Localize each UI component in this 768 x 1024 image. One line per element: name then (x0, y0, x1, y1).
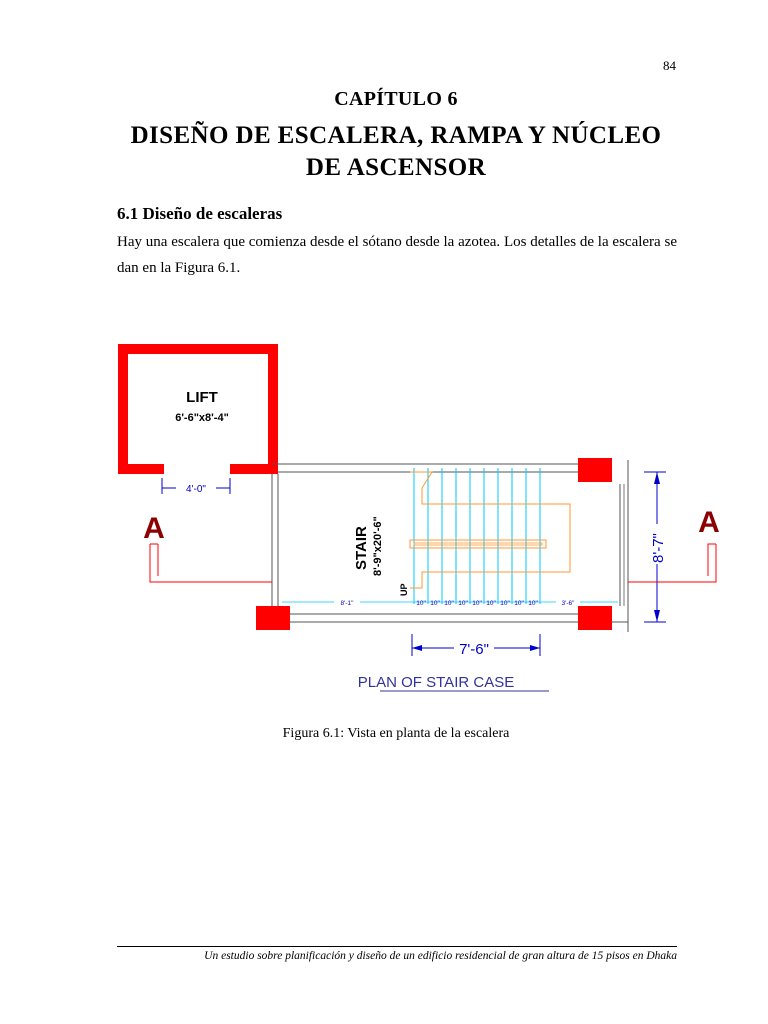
lift-door-dim: 4'-0" (186, 484, 206, 495)
flight-dim: 7'-6" (459, 641, 489, 658)
page-footer: Un estudio sobre planificación y diseño de un edificio residencial de gran altura de 15 pisos en Dhaka (204, 950, 677, 962)
footer-rule (117, 946, 677, 947)
body-paragraph: Hay una escalera que comienza desde el sótano desde la azotea. Los detalles de la escalera se dan en la Figura 6.1. (117, 234, 677, 276)
stair-plan-figure (112, 338, 744, 700)
landing-dim: 8'-1" (340, 600, 354, 607)
tread-dim-1: 10" (416, 600, 426, 607)
figure-caption: Figura 6.1: Vista en planta de la escalera (282, 726, 510, 741)
tread-dim-8: 10" (514, 600, 524, 607)
column-bottom-right (578, 606, 612, 630)
tread-dim-5: 10" (472, 600, 482, 607)
chapter-title-line-1: DISEÑO DE ESCALERA, RAMPA Y NÚCLEO (130, 122, 662, 149)
stair-label: STAIR (353, 526, 370, 570)
chapter-label: CAPÍTULO 6 (334, 88, 458, 110)
width-dim: 8'-7" (650, 533, 667, 563)
tread-dim-6: 10" (486, 600, 496, 607)
up-label: UP (399, 583, 409, 596)
flight-outline (410, 472, 570, 588)
section-marker-left: A (143, 512, 165, 545)
lift-label: LIFT (186, 389, 218, 406)
lift-size: 6'-6"x8'-4" (175, 412, 229, 424)
column-bottom-left (256, 606, 290, 630)
width-dim-arrow-bottom (654, 610, 660, 622)
width-dim-arrow-top (654, 472, 660, 484)
chapter-title-line-2: DE ASCENSOR (305, 154, 487, 181)
tread-dim-4: 10" (458, 600, 468, 607)
tread-dim-3: 10" (444, 600, 454, 607)
center-handrail-inner (414, 543, 542, 545)
tread-dim-9: 10" (528, 600, 538, 607)
page-number: 84 (663, 58, 676, 73)
tread-dims (416, 600, 538, 607)
column-top-right (578, 458, 612, 482)
flight-dim-arrow-left (412, 645, 422, 651)
tread-dim-7: 10" (500, 600, 510, 607)
section-line-left (150, 544, 272, 582)
end-dim: 3'-6" (561, 600, 575, 607)
tread-dim-2: 10" (430, 600, 440, 607)
lift-wall (118, 344, 278, 474)
section-marker-right: A (698, 506, 720, 539)
section-line-right (628, 544, 716, 582)
chapter-title (0, 120, 768, 184)
stair-size: 8'-9"x20'-6" (372, 516, 384, 576)
flight-dim-arrow-right (530, 645, 540, 651)
stair-treads (414, 468, 540, 604)
plan-title: PLAN OF STAIR CASE (357, 674, 515, 691)
section-heading: 6.1 Diseño de escaleras (117, 204, 283, 223)
